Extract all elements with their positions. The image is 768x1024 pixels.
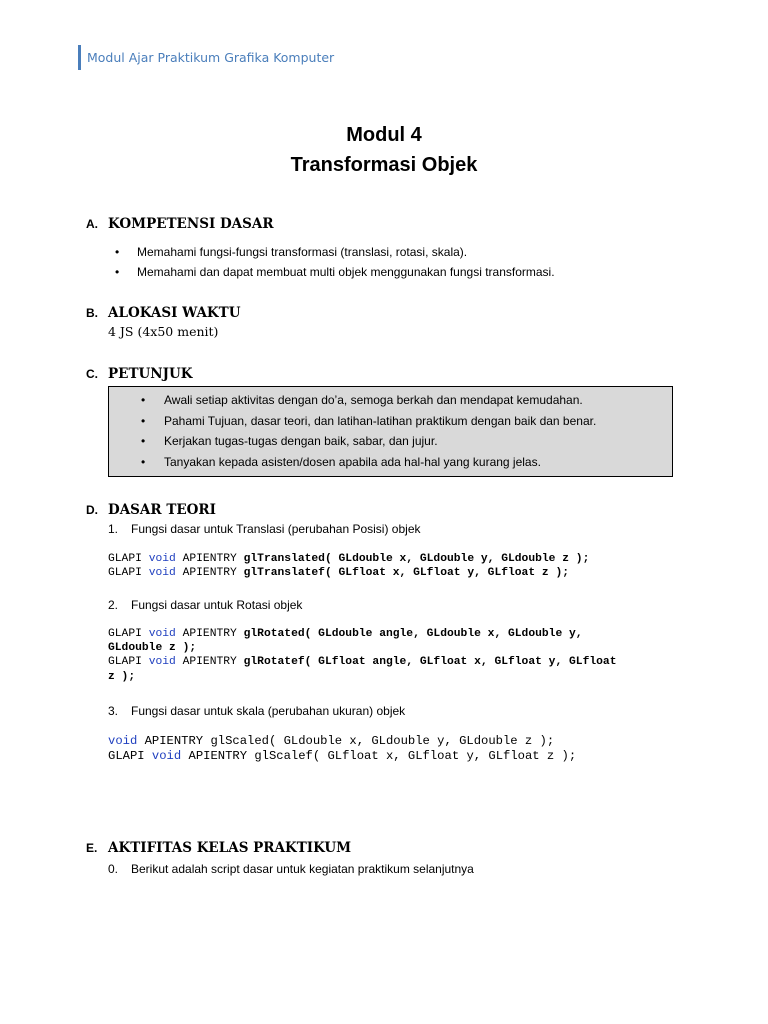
section-title: AKTIFITAS KELAS PRAKTIKUM <box>108 840 352 856</box>
code-token: GLAPI <box>108 553 142 565</box>
code-token: APIENTRY <box>182 656 237 669</box>
numbered-item <box>108 522 421 536</box>
section-letter: D. <box>86 503 98 517</box>
code-function: glTranslatef( GLfloat x, GLfloat y, GLfloat z ); <box>243 567 570 580</box>
list-item: • Memahami fungsi-fungsi transformasi (translasi, rotasi, skala). <box>113 242 555 262</box>
section-e-heading <box>86 840 351 856</box>
numbered-item <box>108 704 405 718</box>
section-c-heading <box>86 366 193 382</box>
item-text: Berikut adalah script dasar untuk kegiatan praktikum selanjutnya <box>131 862 474 876</box>
item-text: Fungsi dasar untuk Translasi (perubahan Posisi) objek <box>131 522 421 536</box>
section-title: DASAR TEORI <box>108 502 216 518</box>
code-token: APIENTRY <box>182 628 237 640</box>
section-b-heading <box>86 305 240 321</box>
code-token: GLAPI <box>108 656 142 669</box>
code-token: GLAPI <box>108 628 142 640</box>
code-keyword: void <box>148 567 176 580</box>
section-letter: C. <box>86 367 98 381</box>
code-token: APIENTRY <box>144 734 204 748</box>
code-keyword: void <box>108 734 138 748</box>
code-block-scale <box>108 734 576 764</box>
code-token: APIENTRY <box>182 553 237 565</box>
running-header <box>78 45 334 70</box>
instructions-list <box>113 390 596 472</box>
code-function: glRotatef( GLfloat angle, GLfloat x, GLfloat y, GLfloat <box>243 656 617 669</box>
instructions-box <box>108 386 673 477</box>
section-title: KOMPETENSI DASAR <box>108 216 274 232</box>
code-function: glScalef( GLfloat x, GLfloat y, GLfloat z ); <box>254 749 577 763</box>
section-letter: A. <box>86 217 98 231</box>
numbered-item <box>108 862 474 876</box>
code-function: GLdouble z ); <box>108 642 197 655</box>
code-token: GLAPI <box>108 749 145 763</box>
code-function: glTranslated( GLdouble x, GLdouble y, GLdouble z ); <box>243 553 590 565</box>
list-item: • Memahami dan dapat membuat multi objek menggunakan fungsi transformasi. <box>113 262 555 282</box>
item-number: 2. <box>108 598 119 612</box>
code-token: GLAPI <box>108 567 142 580</box>
item-text: Fungsi dasar untuk Rotasi objek <box>131 598 303 612</box>
code-block-rotate <box>108 627 616 684</box>
code-function: glRotated( GLdouble angle, GLdouble x, GLdouble y, <box>243 628 583 640</box>
code-keyword: void <box>151 749 182 763</box>
list-item: • Kerjakan tugas-tugas dengan baik, sabar, dan jujur. <box>113 431 596 452</box>
list-item: • Pahami Tujuan, dasar teori, dan latihan-latihan praktikum dengan baik dan benar. <box>113 411 596 432</box>
code-keyword: void <box>148 553 176 565</box>
numbered-item <box>108 598 302 612</box>
competency-list <box>113 242 555 282</box>
list-item: • Tanyakan kepada asisten/dosen apabila ada hal-hal yang kurang jelas. <box>113 452 596 473</box>
code-function: z ); <box>108 670 136 683</box>
item-number: 1. <box>108 522 119 536</box>
code-block-translate <box>108 552 589 580</box>
code-keyword: void <box>148 656 176 669</box>
item-text: Fungsi dasar untuk skala (perubahan ukuran) objek <box>131 704 406 718</box>
code-token: APIENTRY <box>188 749 248 763</box>
section-letter: E. <box>86 841 98 855</box>
section-title: ALOKASI WAKTU <box>108 305 241 321</box>
section-a-heading <box>86 216 274 232</box>
section-d-heading <box>86 502 216 518</box>
module-title: Transformasi Objek <box>290 154 478 176</box>
code-function: glScaled( GLdouble x, GLdouble y, GLdouble z ); <box>210 734 555 748</box>
section-letter: B. <box>86 306 98 320</box>
item-number: 0. <box>108 862 119 876</box>
list-item: • Awali setiap aktivitas dengan do’a, semoga berkah dan mendapat kemudahan. <box>113 390 596 411</box>
code-token: APIENTRY <box>182 567 237 580</box>
module-number: Modul 4 <box>346 124 422 146</box>
header-text: Modul Ajar Praktikum Grafika Komputer <box>87 50 335 65</box>
section-title: PETUNJUK <box>108 366 193 382</box>
item-number: 3. <box>108 704 119 718</box>
code-keyword: void <box>148 628 176 640</box>
time-allocation: 4 JS (4x50 menit) <box>108 324 219 339</box>
